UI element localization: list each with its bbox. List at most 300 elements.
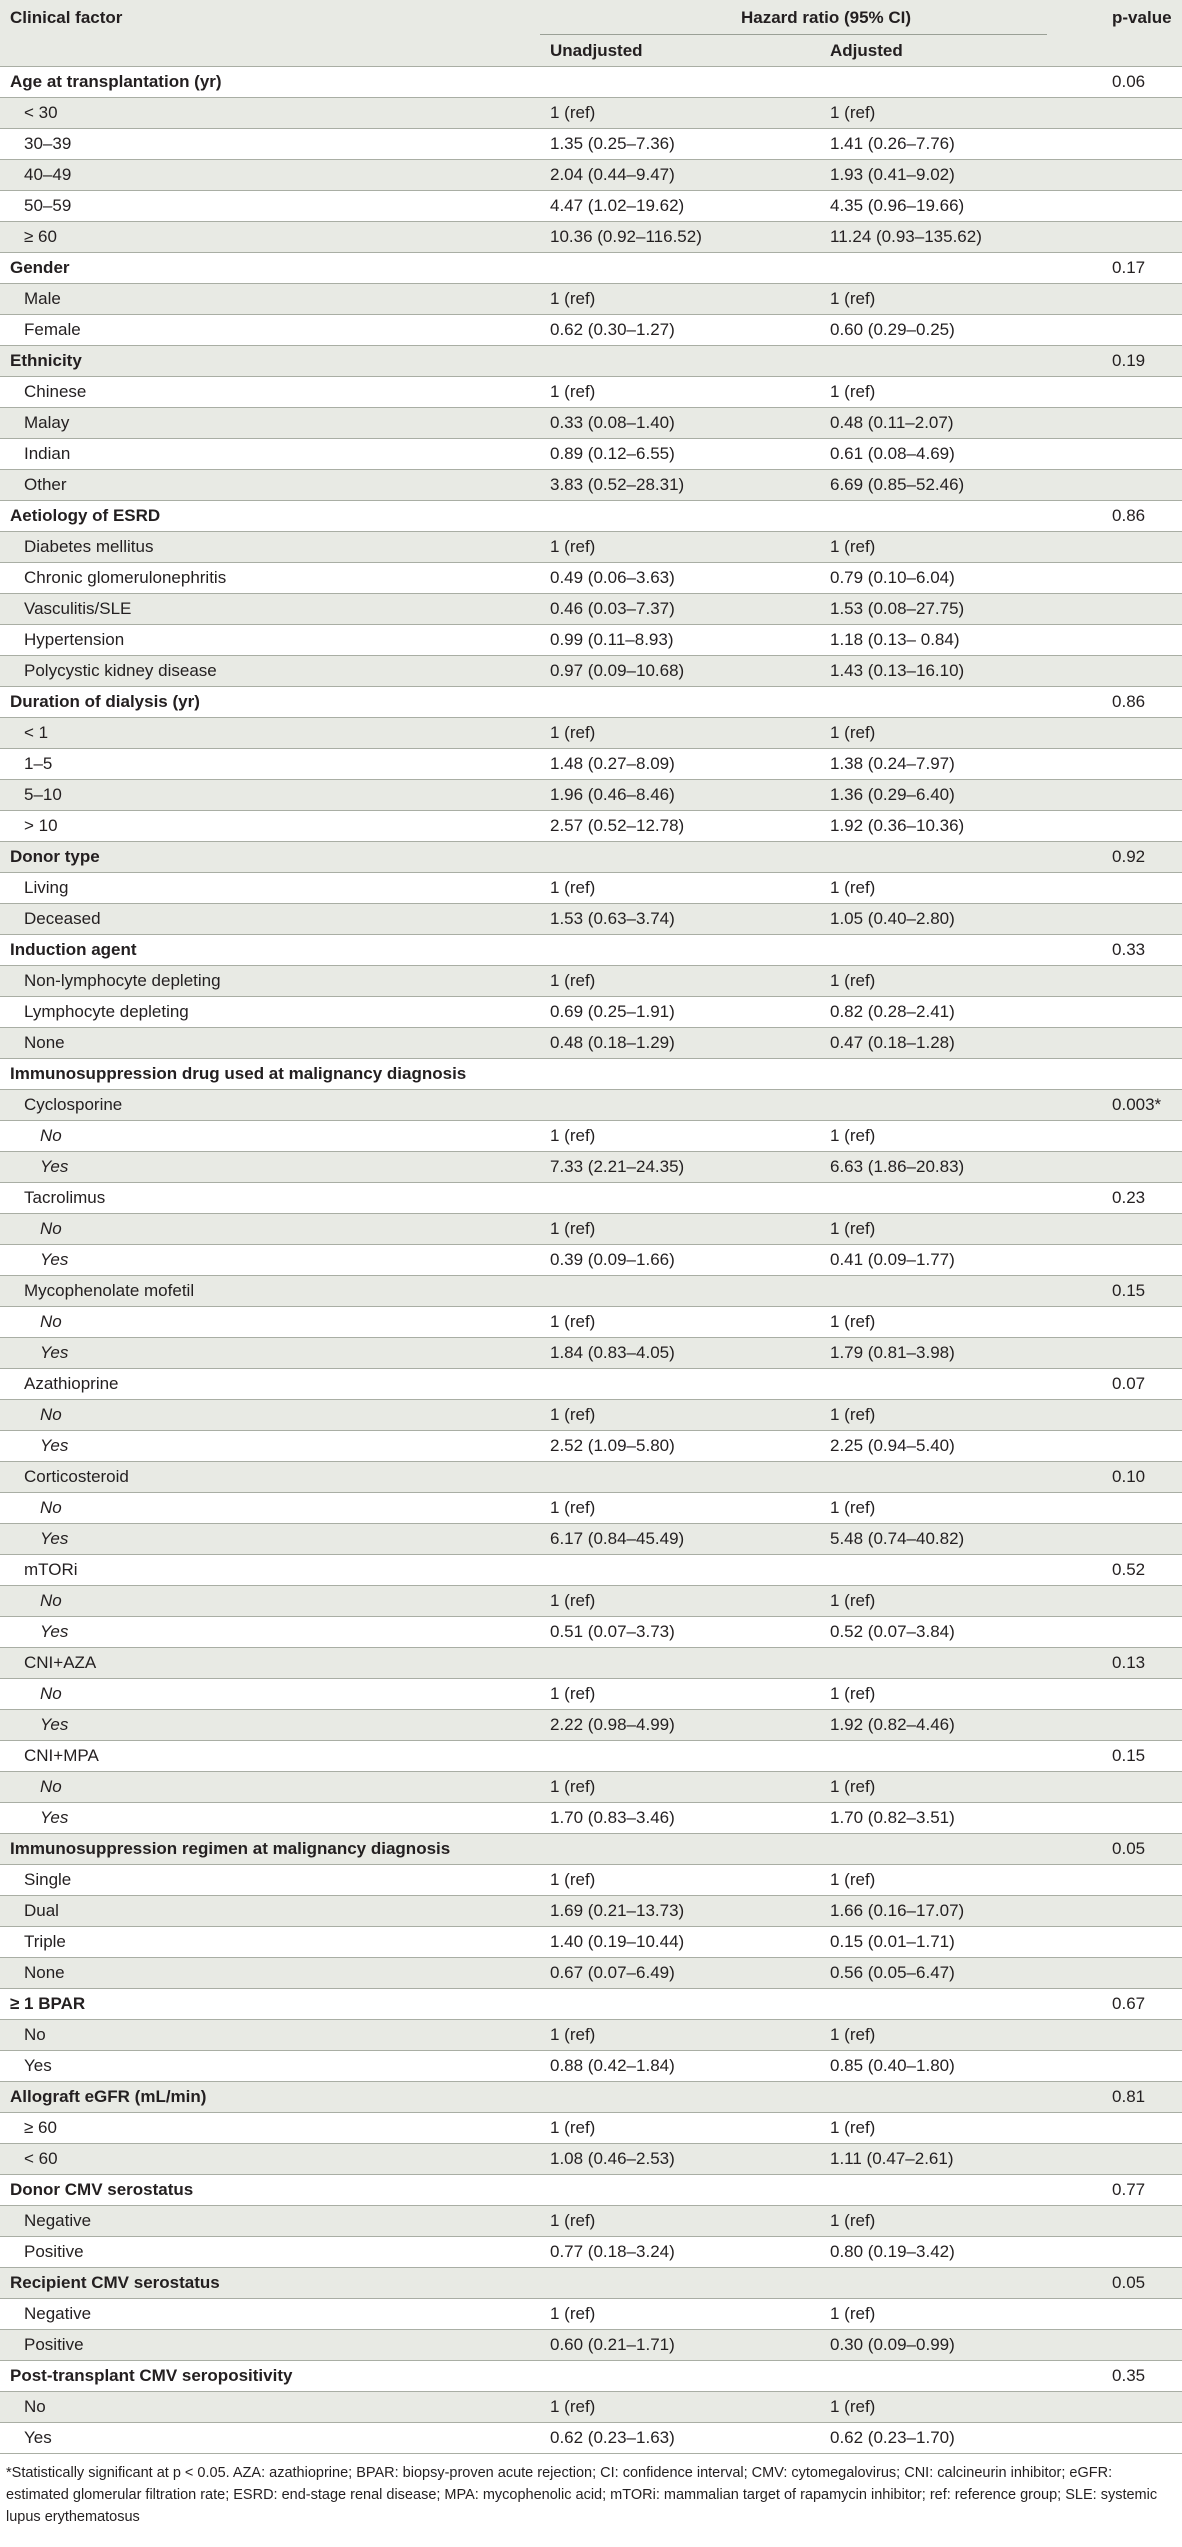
row-label: Living	[0, 873, 540, 904]
table-row	[0, 439, 1182, 470]
adjusted-hr: 1.92 (0.82–4.46)	[820, 1710, 1102, 1741]
unadjusted-hr: 1 (ref)	[540, 1214, 820, 1245]
adjusted-hr: 1 (ref)	[820, 1307, 1102, 1338]
p-value: 0.07	[1102, 1369, 1182, 1400]
adjusted-hr: 1 (ref)	[820, 1121, 1102, 1152]
unadjusted-hr: 1 (ref)	[540, 1400, 820, 1431]
row-label: No	[0, 1772, 540, 1803]
row-label: < 1	[0, 718, 540, 749]
adjusted-hr: 0.80 (0.19–3.42)	[820, 2237, 1102, 2268]
unadjusted-hr	[540, 1059, 820, 1090]
unadjusted-hr	[540, 687, 820, 718]
row-label: No	[0, 1400, 540, 1431]
adjusted-hr	[820, 1276, 1102, 1307]
table-row	[0, 191, 1182, 222]
p-value	[1102, 1152, 1182, 1183]
table-row	[0, 129, 1182, 160]
header-hazard-ratio-label: Hazard ratio (95% CI)	[740, 8, 912, 27]
table-row	[0, 594, 1182, 625]
adjusted-hr: 1 (ref)	[820, 98, 1102, 129]
p-value	[1102, 160, 1182, 191]
adjusted-hr: 1.66 (0.16–17.07)	[820, 1896, 1102, 1927]
row-label: Yes	[0, 1710, 540, 1741]
adjusted-hr	[820, 2175, 1102, 2206]
p-value: 0.19	[1102, 346, 1182, 377]
unadjusted-hr: 0.67 (0.07–6.49)	[540, 1958, 820, 1989]
unadjusted-hr: 1 (ref)	[540, 2206, 820, 2237]
section-row	[0, 1834, 1182, 1865]
unadjusted-hr: 1 (ref)	[540, 284, 820, 315]
unadjusted-hr	[540, 1741, 820, 1772]
adjusted-hr: 1 (ref)	[820, 1772, 1102, 1803]
row-label: Other	[0, 470, 540, 501]
p-value	[1102, 222, 1182, 253]
unadjusted-hr: 1 (ref)	[540, 2392, 820, 2423]
row-label: Dual	[0, 1896, 540, 1927]
p-value	[1102, 997, 1182, 1028]
row-label: Duration of dialysis (yr)	[0, 687, 540, 718]
table-row	[0, 1338, 1182, 1369]
table-row	[0, 1865, 1182, 1896]
row-label: ≥ 60	[0, 222, 540, 253]
adjusted-hr	[820, 2361, 1102, 2392]
adjusted-hr: 1.11 (0.47–2.61)	[820, 2144, 1102, 2175]
unadjusted-hr: 1.53 (0.63–3.74)	[540, 904, 820, 935]
table-row	[0, 2330, 1182, 2361]
adjusted-hr: 1 (ref)	[820, 873, 1102, 904]
table-row	[0, 1958, 1182, 1989]
adjusted-hr: 1.92 (0.36–10.36)	[820, 811, 1102, 842]
unadjusted-hr: 2.22 (0.98–4.99)	[540, 1710, 820, 1741]
adjusted-hr: 4.35 (0.96–19.66)	[820, 191, 1102, 222]
p-value	[1102, 625, 1182, 656]
adjusted-hr: 1 (ref)	[820, 1400, 1102, 1431]
adjusted-hr: 1 (ref)	[820, 532, 1102, 563]
drug-row	[0, 1183, 1182, 1214]
p-value: 0.23	[1102, 1183, 1182, 1214]
row-label: Age at transplantation (yr)	[0, 67, 540, 98]
table-row	[0, 563, 1182, 594]
p-value: 0.10	[1102, 1462, 1182, 1493]
p-value: 0.77	[1102, 2175, 1182, 2206]
section-row	[0, 687, 1182, 718]
unadjusted-hr: 0.46 (0.03–7.37)	[540, 594, 820, 625]
adjusted-hr: 1.38 (0.24–7.97)	[820, 749, 1102, 780]
unadjusted-hr: 1 (ref)	[540, 1121, 820, 1152]
adjusted-hr: 2.25 (0.94–5.40)	[820, 1431, 1102, 1462]
drug-row	[0, 1462, 1182, 1493]
table-row	[0, 718, 1182, 749]
p-value	[1102, 1710, 1182, 1741]
section-row	[0, 1059, 1182, 1090]
adjusted-hr: 1.05 (0.40–2.80)	[820, 904, 1102, 935]
unadjusted-hr: 1.48 (0.27–8.09)	[540, 749, 820, 780]
unadjusted-hr	[540, 1276, 820, 1307]
p-value	[1102, 1586, 1182, 1617]
row-label: Malay	[0, 408, 540, 439]
row-label: Tacrolimus	[0, 1183, 540, 1214]
table-row	[0, 2392, 1182, 2423]
row-label: mTORi	[0, 1555, 540, 1586]
table-row	[0, 2299, 1182, 2330]
table-row	[0, 780, 1182, 811]
row-label: Yes	[0, 2051, 540, 2082]
header-blank	[0, 36, 540, 67]
header-divider	[540, 34, 1047, 35]
adjusted-hr: 0.48 (0.11–2.07)	[820, 408, 1102, 439]
table-row	[0, 1493, 1182, 1524]
header-hazard-ratio	[540, 0, 1102, 36]
row-label: No	[0, 1307, 540, 1338]
adjusted-hr	[820, 1462, 1102, 1493]
table-row	[0, 1214, 1182, 1245]
row-label: Immunosuppression regimen at malignancy diagnosis	[0, 1834, 540, 1865]
unadjusted-hr: 0.51 (0.07–3.73)	[540, 1617, 820, 1648]
row-label: CNI+MPA	[0, 1741, 540, 1772]
row-label: Vasculitis/SLE	[0, 594, 540, 625]
adjusted-hr: 0.56 (0.05–6.47)	[820, 1958, 1102, 1989]
p-value	[1102, 780, 1182, 811]
adjusted-hr: 0.41 (0.09–1.77)	[820, 1245, 1102, 1276]
header-blank-p	[1102, 36, 1182, 67]
row-label: ≥ 60	[0, 2113, 540, 2144]
unadjusted-hr: 1 (ref)	[540, 2020, 820, 2051]
section-row	[0, 842, 1182, 873]
unadjusted-hr: 4.47 (1.02–19.62)	[540, 191, 820, 222]
table-row	[0, 160, 1182, 191]
adjusted-hr: 1 (ref)	[820, 2020, 1102, 2051]
unadjusted-hr	[540, 67, 820, 98]
table-row	[0, 997, 1182, 1028]
p-value	[1102, 2051, 1182, 2082]
unadjusted-hr	[540, 1989, 820, 2020]
p-value	[1102, 2299, 1182, 2330]
section-row	[0, 253, 1182, 284]
table-row	[0, 1679, 1182, 1710]
adjusted-hr: 1.41 (0.26–7.76)	[820, 129, 1102, 160]
table-row	[0, 1896, 1182, 1927]
unadjusted-hr: 1 (ref)	[540, 966, 820, 997]
adjusted-hr	[820, 1183, 1102, 1214]
table-row	[0, 2020, 1182, 2051]
p-value	[1102, 2206, 1182, 2237]
adjusted-hr: 1 (ref)	[820, 1493, 1102, 1524]
adjusted-hr	[820, 687, 1102, 718]
row-label: Aetiology of ESRD	[0, 501, 540, 532]
adjusted-hr	[820, 253, 1102, 284]
p-value	[1102, 873, 1182, 904]
unadjusted-hr	[540, 2361, 820, 2392]
p-value	[1102, 2144, 1182, 2175]
row-label: Mycophenolate mofetil	[0, 1276, 540, 1307]
table-row	[0, 1927, 1182, 1958]
unadjusted-hr	[540, 501, 820, 532]
adjusted-hr: 6.69 (0.85–52.46)	[820, 470, 1102, 501]
p-value	[1102, 749, 1182, 780]
unadjusted-hr: 2.57 (0.52–12.78)	[540, 811, 820, 842]
row-label: Yes	[0, 1431, 540, 1462]
row-label: < 30	[0, 98, 540, 129]
p-value	[1102, 129, 1182, 160]
adjusted-hr: 1.53 (0.08–27.75)	[820, 594, 1102, 625]
unadjusted-hr	[540, 1090, 820, 1121]
section-row	[0, 501, 1182, 532]
unadjusted-hr	[540, 2268, 820, 2299]
p-value: 0.13	[1102, 1648, 1182, 1679]
p-value	[1102, 408, 1182, 439]
adjusted-hr: 5.48 (0.74–40.82)	[820, 1524, 1102, 1555]
adjusted-hr: 1.70 (0.82–3.51)	[820, 1803, 1102, 1834]
adjusted-hr: 0.30 (0.09–0.99)	[820, 2330, 1102, 2361]
adjusted-hr: 1 (ref)	[820, 2299, 1102, 2330]
adjusted-hr	[820, 501, 1102, 532]
p-value	[1102, 1121, 1182, 1152]
p-value	[1102, 1245, 1182, 1276]
adjusted-hr	[820, 842, 1102, 873]
row-label: Diabetes mellitus	[0, 532, 540, 563]
unadjusted-hr: 1.69 (0.21–13.73)	[540, 1896, 820, 1927]
adjusted-hr	[820, 1059, 1102, 1090]
table-row	[0, 1710, 1182, 1741]
row-label: Donor type	[0, 842, 540, 873]
row-label: Triple	[0, 1927, 540, 1958]
row-label: Hypertension	[0, 625, 540, 656]
unadjusted-hr: 1 (ref)	[540, 2299, 820, 2330]
p-value	[1102, 1865, 1182, 1896]
adjusted-hr	[820, 1741, 1102, 1772]
unadjusted-hr: 1 (ref)	[540, 1865, 820, 1896]
p-value	[1102, 1679, 1182, 1710]
adjusted-hr: 0.79 (0.10–6.04)	[820, 563, 1102, 594]
row-label: No	[0, 1214, 540, 1245]
unadjusted-hr: 1.08 (0.46–2.53)	[540, 2144, 820, 2175]
unadjusted-hr: 6.17 (0.84–45.49)	[540, 1524, 820, 1555]
adjusted-hr: 1 (ref)	[820, 377, 1102, 408]
p-value: 0.15	[1102, 1741, 1182, 1772]
unadjusted-hr: 0.48 (0.18–1.29)	[540, 1028, 820, 1059]
unadjusted-hr: 1.40 (0.19–10.44)	[540, 1927, 820, 1958]
table-row	[0, 1431, 1182, 1462]
p-value	[1102, 284, 1182, 315]
adjusted-hr	[820, 67, 1102, 98]
p-value: 0.33	[1102, 935, 1182, 966]
row-label: 50–59	[0, 191, 540, 222]
p-value	[1102, 1400, 1182, 1431]
p-value	[1102, 1059, 1182, 1090]
unadjusted-hr: 1 (ref)	[540, 2113, 820, 2144]
header-clinical-factor: Clinical factor	[10, 8, 123, 27]
p-value: 0.67	[1102, 1989, 1182, 2020]
adjusted-hr	[820, 1834, 1102, 1865]
p-value	[1102, 2392, 1182, 2423]
unadjusted-hr: 1 (ref)	[540, 1679, 820, 1710]
unadjusted-hr: 0.97 (0.09–10.68)	[540, 656, 820, 687]
unadjusted-hr	[540, 1834, 820, 1865]
adjusted-hr: 11.24 (0.93–135.62)	[820, 222, 1102, 253]
header-adjusted: Adjusted	[830, 41, 903, 60]
row-label: Male	[0, 284, 540, 315]
unadjusted-hr: 0.77 (0.18–3.24)	[540, 2237, 820, 2268]
row-label: None	[0, 1958, 540, 1989]
unadjusted-hr: 0.60 (0.21–1.71)	[540, 2330, 820, 2361]
unadjusted-hr: 1 (ref)	[540, 873, 820, 904]
row-label: Negative	[0, 2299, 540, 2330]
unadjusted-hr	[540, 346, 820, 377]
unadjusted-hr: 1 (ref)	[540, 98, 820, 129]
row-label: Immunosuppression drug used at malignancy diagnosis	[0, 1059, 540, 1090]
row-label: No	[0, 2392, 540, 2423]
adjusted-hr: 0.15 (0.01–1.71)	[820, 1927, 1102, 1958]
table-row	[0, 1121, 1182, 1152]
p-value	[1102, 966, 1182, 997]
row-label: 1–5	[0, 749, 540, 780]
unadjusted-hr: 2.04 (0.44–9.47)	[540, 160, 820, 191]
adjusted-hr	[820, 346, 1102, 377]
table-row	[0, 1524, 1182, 1555]
p-value	[1102, 1338, 1182, 1369]
table-row	[0, 377, 1182, 408]
drug-row	[0, 1090, 1182, 1121]
row-label: Lymphocyte depleting	[0, 997, 540, 1028]
adjusted-hr: 1 (ref)	[820, 1586, 1102, 1617]
adjusted-hr: 0.52 (0.07–3.84)	[820, 1617, 1102, 1648]
row-label: CNI+AZA	[0, 1648, 540, 1679]
unadjusted-hr: 0.88 (0.42–1.84)	[540, 2051, 820, 2082]
section-row	[0, 2361, 1182, 2392]
adjusted-hr	[820, 2082, 1102, 2113]
table-row	[0, 1772, 1182, 1803]
p-value: 0.52	[1102, 1555, 1182, 1586]
table-row	[0, 656, 1182, 687]
unadjusted-hr: 10.36 (0.92–116.52)	[540, 222, 820, 253]
unadjusted-hr	[540, 842, 820, 873]
adjusted-hr	[820, 1369, 1102, 1400]
table-body	[0, 67, 1182, 2454]
unadjusted-hr: 0.89 (0.12–6.55)	[540, 439, 820, 470]
table-row	[0, 749, 1182, 780]
p-value: 0.81	[1102, 2082, 1182, 2113]
p-value	[1102, 315, 1182, 346]
unadjusted-hr	[540, 253, 820, 284]
adjusted-hr: 1.36 (0.29–6.40)	[820, 780, 1102, 811]
unadjusted-hr: 1 (ref)	[540, 1586, 820, 1617]
p-value	[1102, 1431, 1182, 1462]
p-value	[1102, 532, 1182, 563]
drug-row	[0, 1276, 1182, 1307]
row-label: Indian	[0, 439, 540, 470]
adjusted-hr	[820, 2268, 1102, 2299]
row-label: Post-transplant CMV seropositivity	[0, 2361, 540, 2392]
unadjusted-hr: 1.84 (0.83–4.05)	[540, 1338, 820, 1369]
unadjusted-hr: 1.70 (0.83–3.46)	[540, 1803, 820, 1834]
header-unadjusted: Unadjusted	[550, 41, 643, 60]
row-label: Deceased	[0, 904, 540, 935]
section-row	[0, 2268, 1182, 2299]
row-label: Corticosteroid	[0, 1462, 540, 1493]
unadjusted-hr: 1 (ref)	[540, 532, 820, 563]
p-value	[1102, 2113, 1182, 2144]
row-label: Positive	[0, 2330, 540, 2361]
unadjusted-hr	[540, 1369, 820, 1400]
p-value	[1102, 1617, 1182, 1648]
unadjusted-hr: 0.99 (0.11–8.93)	[540, 625, 820, 656]
adjusted-hr: 1.43 (0.13–16.10)	[820, 656, 1102, 687]
unadjusted-hr: 2.52 (1.09–5.80)	[540, 1431, 820, 1462]
unadjusted-hr: 1.96 (0.46–8.46)	[540, 780, 820, 811]
p-value: 0.86	[1102, 687, 1182, 718]
row-label: Yes	[0, 1524, 540, 1555]
adjusted-hr: 0.82 (0.28–2.41)	[820, 997, 1102, 1028]
table-row	[0, 2237, 1182, 2268]
unadjusted-hr: 1 (ref)	[540, 1493, 820, 1524]
unadjusted-hr: 3.83 (0.52–28.31)	[540, 470, 820, 501]
p-value	[1102, 1803, 1182, 1834]
table-row	[0, 315, 1182, 346]
row-label: Yes	[0, 1338, 540, 1369]
row-label: None	[0, 1028, 540, 1059]
row-label: Yes	[0, 1152, 540, 1183]
row-label: 40–49	[0, 160, 540, 191]
section-row	[0, 2175, 1182, 2206]
table-row	[0, 2206, 1182, 2237]
row-label: No	[0, 1586, 540, 1617]
row-label: Allograft eGFR (mL/min)	[0, 2082, 540, 2113]
table-row	[0, 1803, 1182, 1834]
adjusted-hr: 0.85 (0.40–1.80)	[820, 2051, 1102, 2082]
unadjusted-hr: 0.69 (0.25–1.91)	[540, 997, 820, 1028]
p-value: 0.17	[1102, 253, 1182, 284]
p-value	[1102, 563, 1182, 594]
table-row	[0, 1028, 1182, 1059]
adjusted-hr: 1.93 (0.41–9.02)	[820, 160, 1102, 191]
p-value	[1102, 2020, 1182, 2051]
adjusted-hr: 6.63 (1.86–20.83)	[820, 1152, 1102, 1183]
table-row	[0, 873, 1182, 904]
adjusted-hr: 1.79 (0.81–3.98)	[820, 1338, 1102, 1369]
table-row	[0, 1400, 1182, 1431]
row-label: Positive	[0, 2237, 540, 2268]
section-row	[0, 935, 1182, 966]
unadjusted-hr	[540, 1555, 820, 1586]
table-row	[0, 222, 1182, 253]
p-value	[1102, 1307, 1182, 1338]
p-value	[1102, 1927, 1182, 1958]
drug-row	[0, 1741, 1182, 1772]
p-value	[1102, 1958, 1182, 1989]
unadjusted-hr: 1 (ref)	[540, 1307, 820, 1338]
unadjusted-hr: 1 (ref)	[540, 718, 820, 749]
table-row	[0, 470, 1182, 501]
p-value: 0.05	[1102, 1834, 1182, 1865]
unadjusted-hr: 0.62 (0.23–1.63)	[540, 2423, 820, 2454]
table-row	[0, 966, 1182, 997]
unadjusted-hr	[540, 1462, 820, 1493]
drug-row	[0, 1369, 1182, 1400]
row-label: Yes	[0, 2423, 540, 2454]
table-header	[0, 0, 1182, 67]
row-label: Yes	[0, 1617, 540, 1648]
table-row	[0, 408, 1182, 439]
p-value: 0.86	[1102, 501, 1182, 532]
drug-row	[0, 1648, 1182, 1679]
section-row	[0, 346, 1182, 377]
row-label: No	[0, 1121, 540, 1152]
drug-row	[0, 1555, 1182, 1586]
unadjusted-hr	[540, 2082, 820, 2113]
unadjusted-hr: 0.49 (0.06–3.63)	[540, 563, 820, 594]
p-value	[1102, 1896, 1182, 1927]
table-row	[0, 2051, 1182, 2082]
